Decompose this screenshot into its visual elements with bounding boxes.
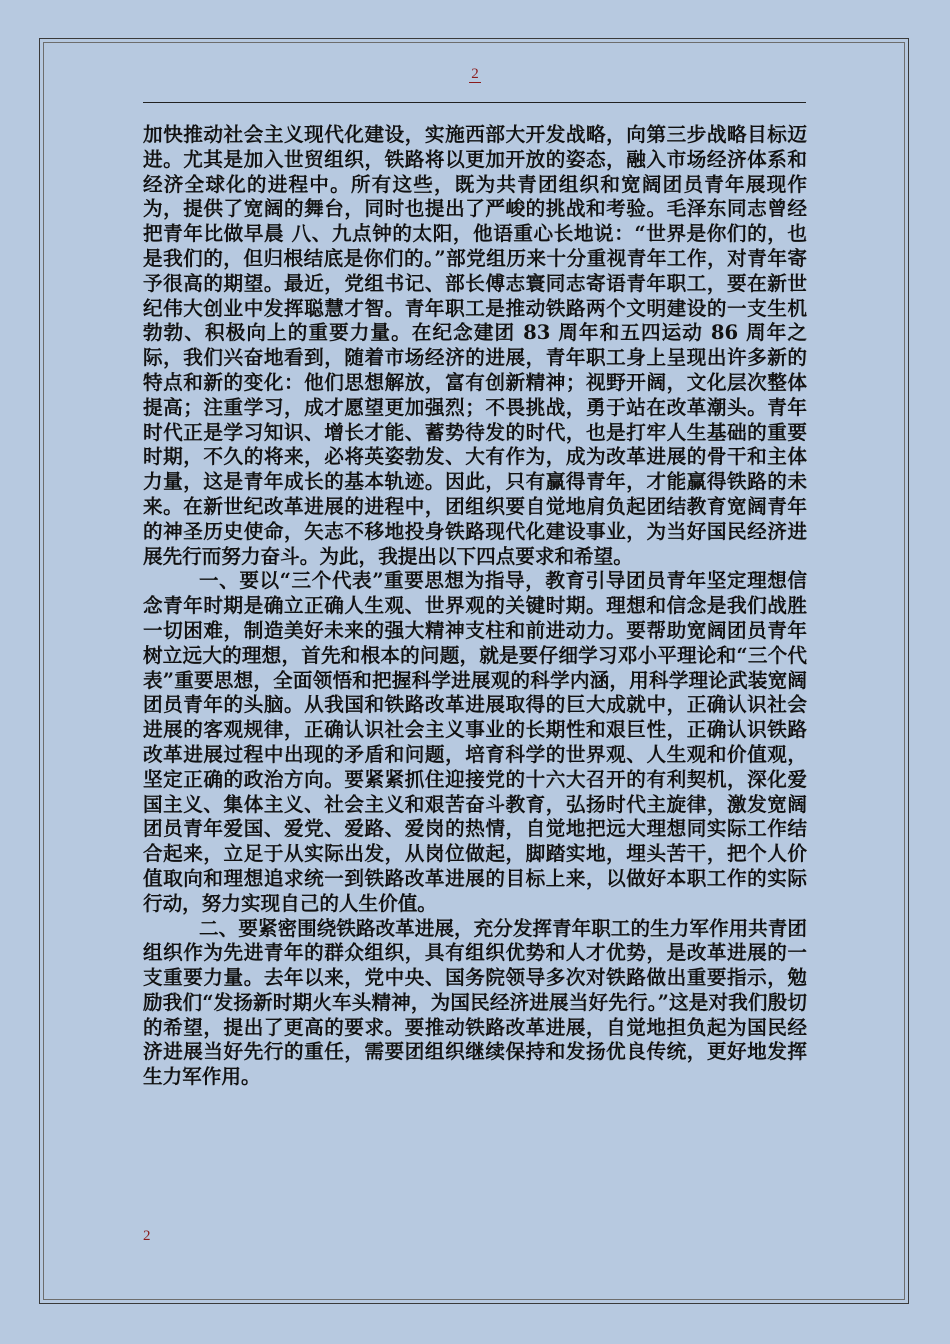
paragraph-2: 一、要以“三个代表”重要思想为指导，教育引导团员青年坚定理想信念青年时期是确立正确人生观、世界观的关键时期。理想和信念是我们战胜一切困难，制造美好未来的强大精神支柱和前进动力。要帮助宽阔团员青年树立远大的理想，首先和根本的问题，就是要仔细学习邓小平理论和“三个代表”重要思想，全面领悟和把握科学进展观的科学内涵，用科学理论武装宽阔团员青年的头脑。从我国和铁路改革进展取得的巨大成就中，正确认识社会进展的客观规律，正确认识社会主义事业的长期性和艰巨性，正确认识铁路改革进展过程中出现的矛盾和问题，培育科学的世界观、人生观和价值观，坚定正确的政治方向。要紧紧抓住迎接党的十六大召开的有利契机，深化爱国主义、集体主义、社会主义和艰苦奋斗教育，弘扬时代主旋律，激发宽阔团员青年爱国、爱党、爱路、爱岗的热情，自觉地把远大理想同实际工作结合起来，立足于从实际出发，从岗位做起，脚踏实地，埋头苦干，把个人价值取向和理想追求统一到铁路改革进展的目标上来，以做好本职工作的实际行动，努力实现自己的人生价值。 — [143, 569, 807, 915]
paragraph-3: 二、要紧密围绕铁路改革进展，充分发挥青年职工的生力军作用共青团组织作为先进青年的群众组织，具有组织优势和人才优势，是改革进展的一支重要力量。去年以来，党中央、国务院领导多次对铁路做出重要指示，勉励我们“发扬新时期火车头精神，为国民经济进展当好先行。”这是对我们殷切的希望，提出了更高的要求。要推动铁路改革进展，自觉地担负起为国民经济进展当好先行的重任，需要团组织继续保持和发扬优良传统，更好地发挥生力军作用。 — [143, 916, 807, 1089]
footer-page-number: 2 — [143, 1228, 151, 1244]
header-page-number-text: 2 — [471, 66, 479, 82]
header-page-number — [0, 66, 950, 83]
header-rule — [143, 102, 806, 103]
paragraph-1: 加快推动社会主义现代化建设，实施西部大开发战略，向第三步战略目标迈进。尤其是加入世贸组织，铁路将以更加开放的姿态，融入市场经济体系和经济全球化的进程中。所有这些，既为共青团组织和宽阔团员青年展现作为，提供了宽阔的舞台，同时也提出了严峻的挑战和考验。毛泽东同志曾经把青年比做早晨 八、九点钟的太阳，他语重心长地说：“世界是你们的，也是我们的，但归根结底是你们的。”部党组历来十分重视青年工作，对青年寄予很高的期望。最近，党组书记、部长傅志寰同志寄语青年职工，要在新世纪伟大创业中发挥聪慧才智。青年职工是推动铁路两个文明建设的一支生机勃勃、积极向上的重要力量。在纪念建团 83 周年和五四运动 86 周年之际，我们兴奋地看到，随着市场经济的进展，青年职工身上呈现出许多新的特点和新的变化：他们思想解放，富有创新精神；视野开阔，文化层次整体提高；注重学习，成才愿望更加强烈；不畏挑战，勇于站在改革潮头。青年时代正是学习知识、增长才能、蓄势待发的时代，也是打牢人生基础的重要时期，不久的将来，必将英姿勃发、大有作为，成为改革进展的骨干和主体力量，这是青年成长的基本轨迹。因此，只有赢得青年，才能赢得铁路的未来。在新世纪改革进展的进程中，团组织要自觉地肩负起团结教育宽阔青年的神圣历史使命，矢志不移地投身铁路现代化建设事业，为当好国民经济进展先行而努力奋斗。为此，我提出以下四点要求和希望。 — [143, 123, 807, 568]
document-body — [143, 123, 807, 1090]
